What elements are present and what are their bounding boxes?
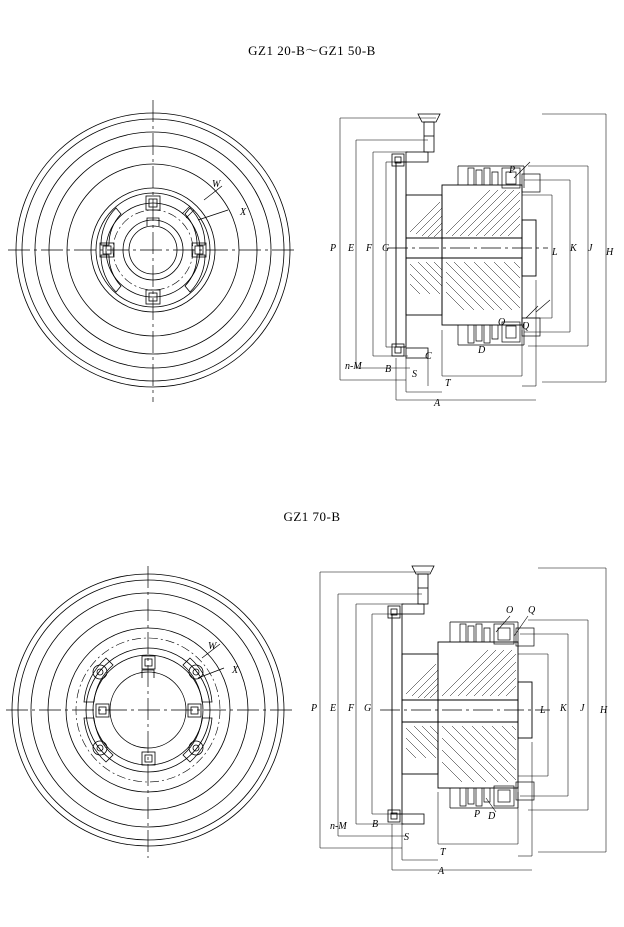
label-top-L: L [552,247,558,258]
label-top-F: F [366,243,373,254]
label-top-P-left: P [330,243,337,254]
label-bottom-G: G [364,703,372,714]
label-top-P-right: P [509,165,516,176]
label-top-B: B [385,364,392,375]
label-bottom-B: B [372,819,379,830]
label-top-O: O [498,317,506,328]
label-bottom-O2: Q [528,605,536,616]
label-top-H: H [606,247,614,258]
label-bottom-A: A [438,866,445,877]
label-top-nM: n-M [345,361,362,372]
label-top-S: S [412,369,417,380]
label-top-K: K [570,243,577,254]
label-top-E: E [348,243,355,254]
figure-bottom-title: GZ1 70-B [283,509,341,524]
label-top-J: J [588,243,593,254]
bottom-side-view [300,558,620,888]
bottom-front-view [6,552,296,882]
label-bottom-O1: O [506,605,514,616]
label-bottom-nM: n-M [330,821,347,832]
label-top-A: A [434,398,441,409]
label-top-W: W [212,179,221,190]
label-bottom-D: D [488,811,496,822]
label-top-D: D [478,345,486,356]
label-top-Q: Q [522,321,530,332]
label-bottom-T: T [440,847,446,858]
label-top-T: T [445,378,451,389]
label-bottom-E: E [330,703,337,714]
top-side-view [318,100,618,420]
label-bottom-X: X [232,665,239,676]
label-top-G: G [382,243,390,254]
label-bottom-P-left: P [311,703,318,714]
label-bottom-L: L [540,705,546,716]
label-top-X: X [240,207,247,218]
figure-top-title: GZ1 20-B～GZ1 50-B [248,43,376,58]
label-bottom-W: W [208,641,217,652]
label-bottom-P-bottom: P [474,809,481,820]
label-bottom-J: J [580,703,585,714]
label-bottom-S: S [404,832,409,843]
label-bottom-K: K [560,703,567,714]
label-bottom-H: H [600,705,608,716]
top-front-view [8,90,298,420]
label-bottom-F: F [348,703,355,714]
label-top-C: C [425,351,432,362]
